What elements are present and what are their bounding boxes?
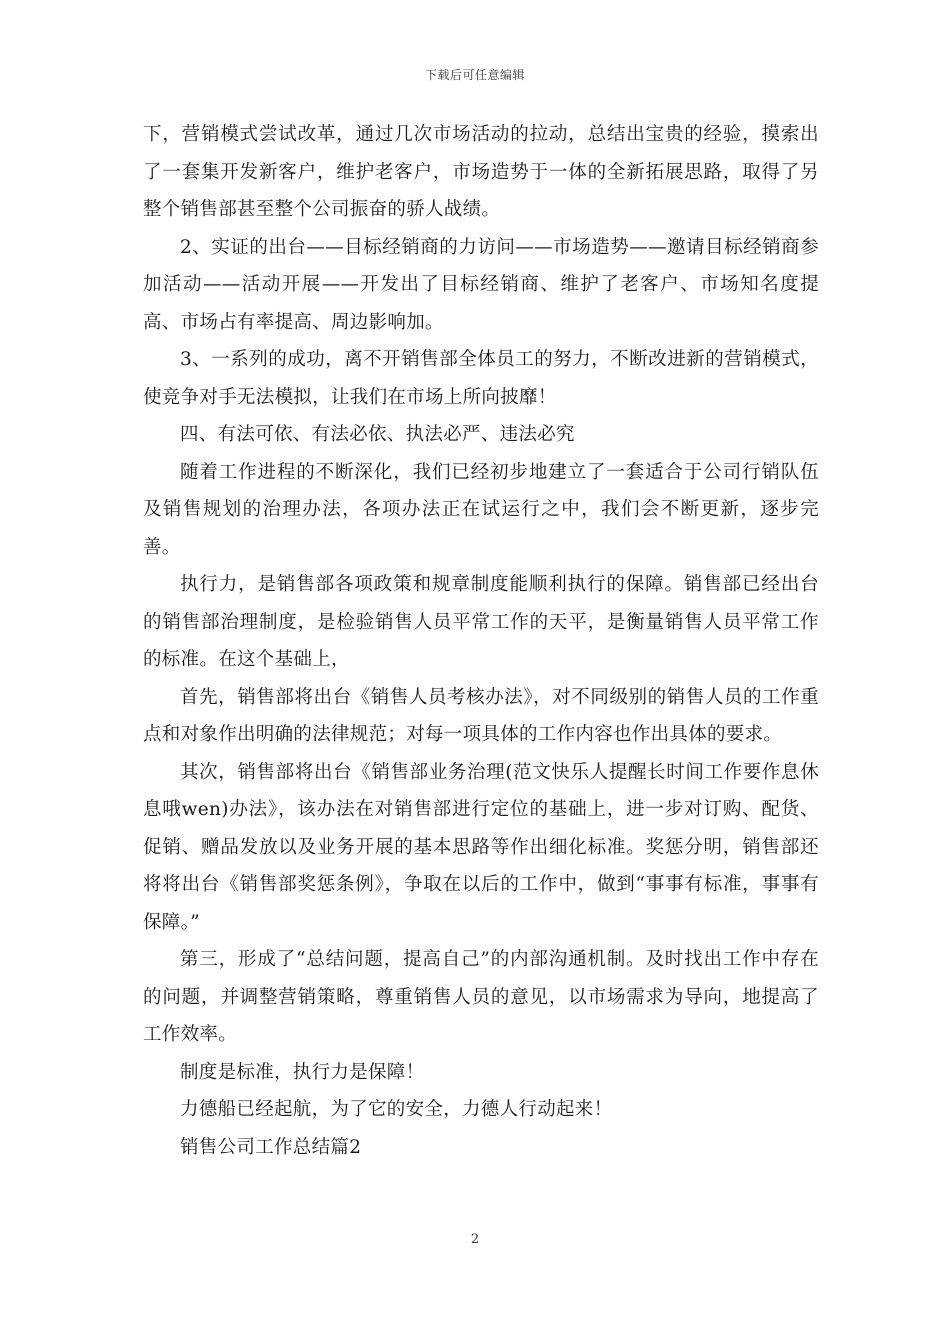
- paragraph: 随着工作进程的不断深化，我们已经初步地建立了一套适合于公司行销队伍及销售规划的治理办法，各项办法正在试运行之中，我们会不断更新，逐步完善。: [143, 461, 819, 558]
- section-title: 销售公司工作总结篇2: [180, 1136, 362, 1158]
- paragraph: 3、一系列的成功，离不开销售部全体员工的努力，不断改进新的营销模式，使竞争对手无法模拟，让我们在市场上所向披靡！: [143, 349, 819, 408]
- paragraph: 2、实证的出台——目标经销商的力访问——市场造势——邀请目标经销商参加活动——活动开展——开发出了目标经销商、维护了老客户、市场知名度提高、市场占有率提高、周边影响加。: [143, 236, 819, 333]
- paragraph: 下，营销模式尝试改革，通过几次市场活动的拉动，总结出宝贵的经验，摸索出了一套集开发新客户，维护老客户，市场造势于一体的全新拓展思路，取得了另整个销售部甚至整个公司振奋的骄人战绩。: [143, 124, 819, 220]
- paragraph: 其次，销售部将出台《销售部业务治理(范文快乐人提醒长时间工作要作息休息哦wen)办法》，该办法在对销售部进行定位的基础上，进一步对订购、配货、促销、赠品发放以及业务开展的基本思路等作出细化标准。奖惩分明，销售部还将将出台《销售部奖惩条例》，争取在以后的工作中，做到“事事有标准，事事有保障。”: [143, 761, 819, 933]
- page-header: 下载后可任意编辑: [424, 68, 525, 82]
- page-number: 2: [470, 1232, 480, 1247]
- section-heading: 四、有法可依、有法必依、执法必严、违法必究: [180, 424, 575, 445]
- paragraph: 执行力，是销售部各项政策和规章制度能顺利执行的保障。销售部已经出台的销售部治理制度，是检验销售人员平常工作的天平，是衡量销售人员平常工作的标准。在这个基础上，: [143, 574, 819, 670]
- paragraph: 力德船已经起航，为了它的安全，力德人行动起来！: [180, 1099, 613, 1120]
- document-body: [143, 116, 819, 1166]
- paragraph: 制度是标准，执行力是保障！: [180, 1061, 425, 1083]
- paragraph: 首先，销售部将出台《销售人员考核办法》，对不同级别的销售人员的工作重点和对象作出明确的法律规范；对每一项具体的工作内容也作出具体的要求。: [143, 686, 819, 745]
- paragraph: 第三，形成了“总结问题，提高自己”的内部沟通机制。及时找出工作中存在的问题，并调整营销策略，尊重销售人员的意见，以市场需求为导向，地提高了工作效率。: [143, 949, 819, 1045]
